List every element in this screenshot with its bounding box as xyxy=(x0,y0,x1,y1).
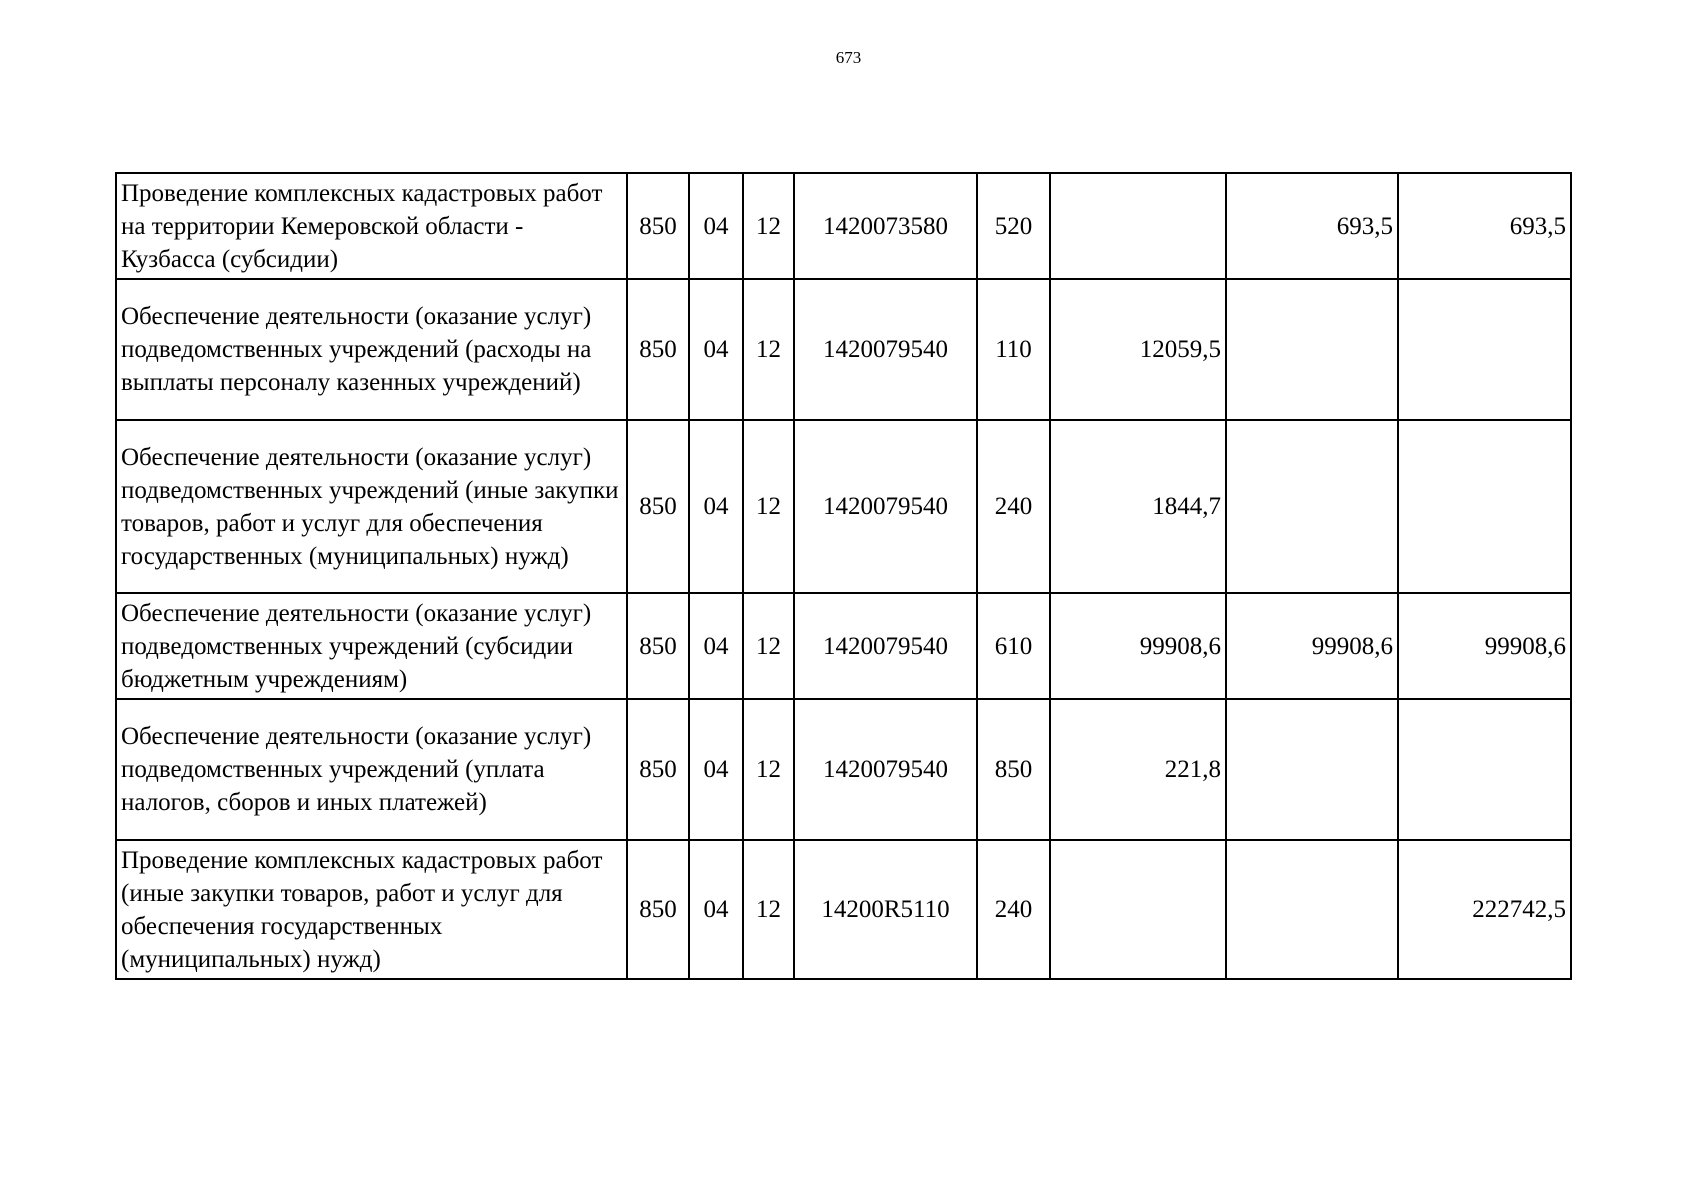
subsection-code: 12 xyxy=(743,840,794,979)
budget-table xyxy=(115,172,1572,980)
expense-type-code: 240 xyxy=(977,420,1050,593)
amount-2 xyxy=(1226,420,1398,593)
amount-2 xyxy=(1226,840,1398,979)
table-row xyxy=(116,420,1571,593)
table-row xyxy=(116,173,1571,279)
table-row xyxy=(116,699,1571,840)
row-description: Проведение комплексных кадастровых работ (иные закупки товаров, работ и услуг для обеспечения государственных (муниципальных) нужд) xyxy=(116,840,627,979)
target-article-code: 1420079540 xyxy=(794,699,977,840)
amount-2 xyxy=(1226,279,1398,420)
table-row xyxy=(116,840,1571,979)
page-number: 673 xyxy=(835,48,862,67)
subsection-code: 12 xyxy=(743,279,794,420)
section-code: 04 xyxy=(689,699,743,840)
amount-2: 693,5 xyxy=(1226,173,1398,279)
expense-type-code: 520 xyxy=(977,173,1050,279)
ministry-code: 850 xyxy=(627,699,689,840)
amount-3 xyxy=(1398,699,1571,840)
row-description: Обеспечение деятельности (оказание услуг) подведомственных учреждений (иные закупки товаров, работ и услуг для обеспечения государственных (муниципальных) нужд) xyxy=(116,420,627,593)
subsection-code: 12 xyxy=(743,699,794,840)
amount-1 xyxy=(1050,840,1226,979)
ministry-code: 850 xyxy=(627,173,689,279)
amount-1: 1844,7 xyxy=(1050,420,1226,593)
target-article-code: 1420079540 xyxy=(794,279,977,420)
table-row xyxy=(116,279,1571,420)
ministry-code: 850 xyxy=(627,840,689,979)
amount-3 xyxy=(1398,279,1571,420)
ministry-code: 850 xyxy=(627,279,689,420)
amount-1 xyxy=(1050,173,1226,279)
target-article-code: 1420079540 xyxy=(794,420,977,593)
amount-1: 221,8 xyxy=(1050,699,1226,840)
expense-type-code: 850 xyxy=(977,699,1050,840)
section-code: 04 xyxy=(689,173,743,279)
amount-2: 99908,6 xyxy=(1226,593,1398,699)
amount-3: 222742,5 xyxy=(1398,840,1571,979)
subsection-code: 12 xyxy=(743,173,794,279)
table-row xyxy=(116,593,1571,699)
amount-3 xyxy=(1398,420,1571,593)
row-description: Обеспечение деятельности (оказание услуг) подведомственных учреждений (расходы на выплаты персоналу казенных учреждений) xyxy=(116,279,627,420)
amount-3: 99908,6 xyxy=(1398,593,1571,699)
expense-type-code: 110 xyxy=(977,279,1050,420)
subsection-code: 12 xyxy=(743,593,794,699)
section-code: 04 xyxy=(689,593,743,699)
target-article-code: 1420073580 xyxy=(794,173,977,279)
row-description: Обеспечение деятельности (оказание услуг) подведомственных учреждений (уплата налогов, сборов и иных платежей) xyxy=(116,699,627,840)
amount-1: 99908,6 xyxy=(1050,593,1226,699)
target-article-code: 1420079540 xyxy=(794,593,977,699)
section-code: 04 xyxy=(689,279,743,420)
amount-2 xyxy=(1226,699,1398,840)
ministry-code: 850 xyxy=(627,593,689,699)
subsection-code: 12 xyxy=(743,420,794,593)
target-article-code: 14200R5110 xyxy=(794,840,977,979)
section-code: 04 xyxy=(689,840,743,979)
expense-type-code: 610 xyxy=(977,593,1050,699)
expense-type-code: 240 xyxy=(977,840,1050,979)
row-description: Проведение комплексных кадастровых работ на территории Кемеровской области - Кузбасса (субсидии) xyxy=(116,173,627,279)
amount-1: 12059,5 xyxy=(1050,279,1226,420)
ministry-code: 850 xyxy=(627,420,689,593)
amount-3: 693,5 xyxy=(1398,173,1571,279)
section-code: 04 xyxy=(689,420,743,593)
row-description: Обеспечение деятельности (оказание услуг) подведомственных учреждений (субсидии бюджетным учреждениям) xyxy=(116,593,627,699)
